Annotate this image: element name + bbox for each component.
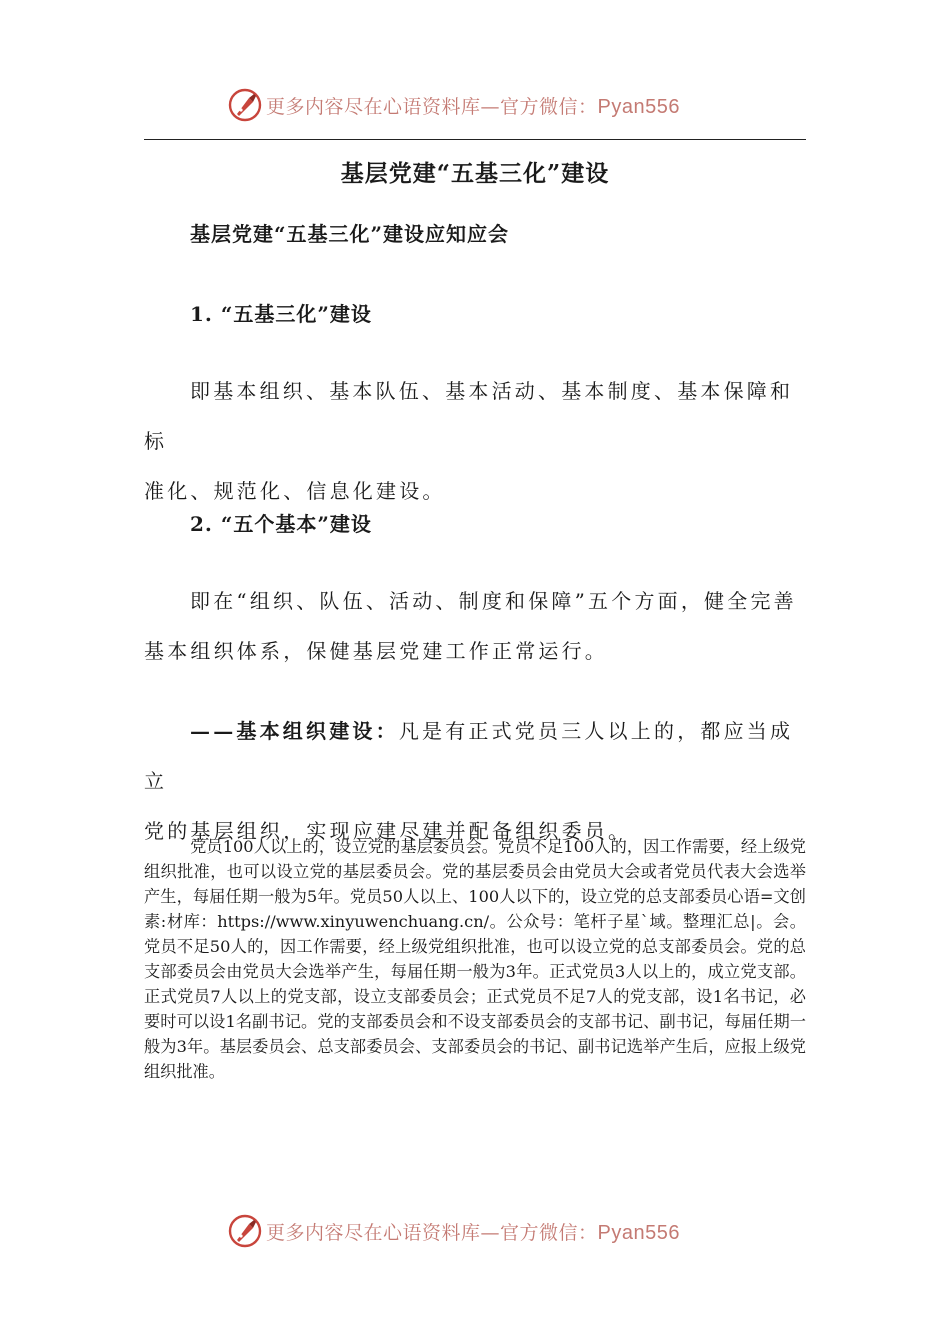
sec3-line2: 党的基层组织，实现应建尽建并配备组织委员。	[144, 819, 632, 843]
section-1-paragraph	[144, 366, 806, 516]
body-text: 党员100人以上的，设立党的基层委员会。党员不足100人的，因工作需要，经上级党组织批准，也可以设立党的基层委员会。党的基层委员会由党员大会或者党员代表大会选举产生，每届任期一般为5年。党员50人以上、100人以下的，设立党的总支部委员心语=文创素:材库：https://www.xinyuwenchuang.cn/。公众号：笔杆子星`域。整理汇总|。会。党员不足50人的，因工作需要，经上级党组织批准，也可以设立党的总支部委员会。党的总支部委员会由党员大会选举产生，每届任期一般为3年。正式党员3人以上的，成立党支部。正式党员7人以上的党支部，设立支部委员会；正式党员不足7人的党支部，设1名书记，必要时可以设1名副书记。党的支部委员会和不设支部委员会的支部书记、副书记，每届任期一般为3年。基层委员会、总支部委员会、支部委员会的书记、副书记选举产生后，应报上级党组织批准。	[144, 837, 806, 1081]
brand-text: 更多内容尽在心语资料库—官方微信：Pyan556	[266, 1221, 680, 1244]
sec2-line1: 即在“组织、队伍、活动、制度和保障”五个方面，健全完善	[190, 589, 797, 613]
sec1-line1: 即基本组织、基本队伍、基本活动、基本制度、基本保障和标	[144, 379, 794, 453]
sec2-line2: 基本组织体系，保健基层党建工作正常运行。	[144, 639, 608, 663]
pen-nib-logo-icon	[228, 1214, 262, 1248]
section-2-heading: 2. “五个基本”建设	[190, 512, 372, 536]
sec3-line1: 凡是有正式党员三人以上的，都应当成立	[144, 719, 794, 793]
pen-nib-logo-icon	[228, 88, 262, 122]
header-divider	[144, 139, 806, 140]
brand-wechat-id: Pyan556	[597, 1221, 680, 1244]
brand-wechat-id: Pyan556	[597, 95, 680, 118]
brand-text: 更多内容尽在心语资料库—官方微信：Pyan556	[266, 95, 680, 118]
section-1-heading: 1. “五基三化”建设	[190, 302, 372, 326]
sec1-line2: 准化、规范化、信息化建设。	[144, 479, 446, 503]
sec3-label: ——基本组织建设：	[190, 719, 399, 743]
body-paragraph	[144, 834, 806, 1084]
header-brand	[228, 88, 680, 122]
page-footer	[0, 1206, 950, 1254]
document-title: 基层党建“五基三化”建设	[340, 160, 610, 187]
document-subtitle: 基层党建“五基三化”建设应知应会	[190, 222, 510, 246]
page-header	[0, 80, 950, 128]
footer-brand	[228, 1214, 680, 1248]
section-2-paragraph	[144, 576, 806, 676]
